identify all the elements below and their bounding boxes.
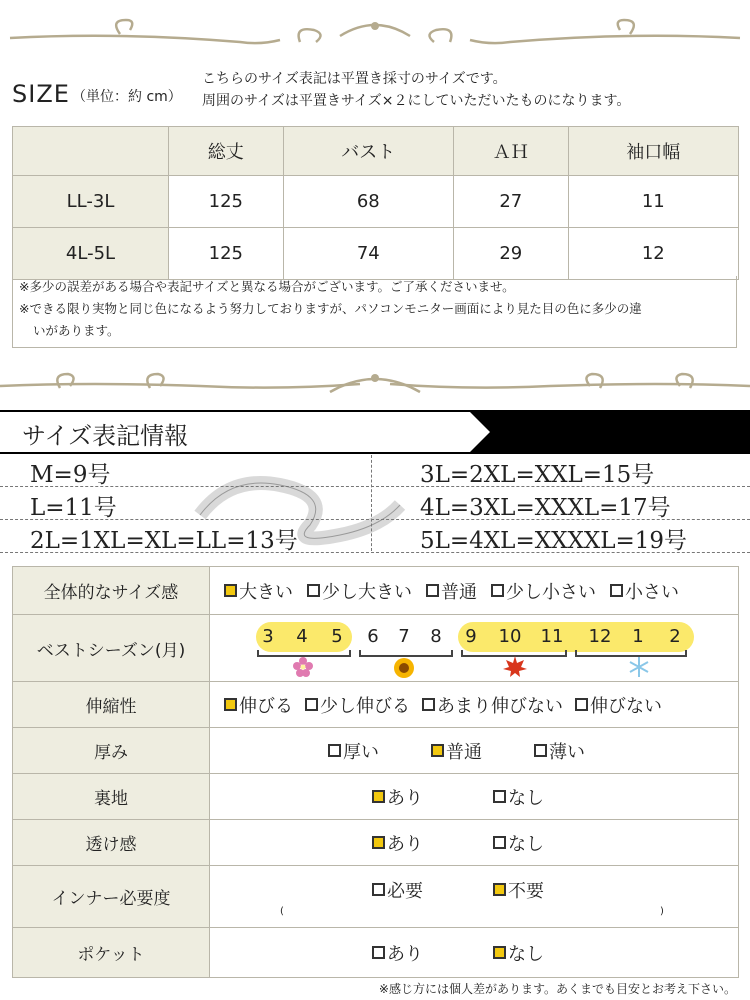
bracket-open: (: [280, 906, 284, 917]
attr-label-thickness: 厚み: [13, 728, 210, 774]
sheer-option-no: なし: [493, 830, 544, 856]
thickness-option-thin: 薄い: [534, 738, 585, 764]
fit-option-slightly-large: 少し大きい: [307, 578, 412, 604]
size-equivalence-5l: 5L=4XL=XXXXL=19号: [420, 528, 688, 554]
inner-option-needed: 必要: [372, 877, 423, 903]
checkbox-icon: [328, 744, 341, 757]
checkbox-checked-icon: [372, 790, 385, 803]
stretch-option-stretches: 伸びる: [224, 692, 293, 718]
checkbox-checked-icon: [224, 584, 237, 597]
checkbox-icon: [493, 790, 506, 803]
checkbox-icon: [372, 946, 385, 959]
season-month-3: 3: [262, 626, 274, 647]
season-month-8: 8: [430, 626, 442, 647]
table-row: [13, 728, 739, 774]
table-row: [13, 176, 739, 228]
season-month-7: 7: [398, 626, 410, 647]
size-table-header: [13, 127, 739, 176]
cell-bust: 74: [283, 228, 453, 280]
checkbox-icon: [493, 836, 506, 849]
cell-cuff: 12: [568, 228, 738, 280]
table-row: [13, 567, 739, 615]
size-note-2: 周囲のサイズは平置きサイズ×２にしていただいたものになります。: [202, 93, 631, 109]
attr-label-inner: インナー必要度: [13, 866, 210, 928]
row-label: LL-3L: [13, 176, 169, 228]
table-row: [13, 866, 739, 928]
season-month-6: 6: [367, 626, 379, 647]
attr-label-stretch: 伸縮性: [13, 682, 210, 728]
size-note-1: こちらのサイズ表記は平置き採寸のサイズです。: [202, 71, 507, 87]
checkbox-icon: [372, 883, 385, 896]
snowflake-icon: [628, 656, 650, 678]
attr-pocket-options: [210, 928, 739, 978]
size-table-notes: [12, 276, 737, 348]
attr-label-lining: 裏地: [13, 774, 210, 820]
attr-stretch-options: [210, 682, 739, 728]
cell-cuff: 11: [568, 176, 738, 228]
top-ornament: [0, 12, 750, 52]
season-month-1: 1: [632, 626, 644, 647]
sheer-option-yes: あり: [372, 830, 423, 856]
note-line: ※できる限り実物と同じ色になるよう努力しておりますが、パソコンモニター画面により見た目の色に多少の違: [19, 301, 642, 316]
size-equivalence-m: M=9号: [30, 462, 111, 488]
checkbox-icon: [575, 698, 588, 711]
season-month-2: 2: [669, 626, 681, 647]
fit-option-slightly-small: 少し小さい: [491, 578, 596, 604]
checkbox-icon: [491, 584, 504, 597]
attr-fit-options: [210, 567, 739, 615]
attr-label-season: ベストシーズン(月): [13, 615, 210, 682]
lining-option-yes: あり: [372, 784, 423, 810]
table-row: [13, 228, 739, 280]
size-title: SIZE: [12, 80, 70, 108]
attr-thickness-options: [210, 728, 739, 774]
size-table-corner: [13, 127, 169, 176]
footer-note: ※感じ方には個人差があります。あくまでも目安とお考え下さい。: [378, 982, 736, 996]
cell-length: 125: [169, 228, 284, 280]
thickness-option-normal: 普通: [431, 738, 482, 764]
note-line: ※多少の誤差がある場合や表記サイズと異なる場合がございます。ご了承くださいませ。: [19, 279, 515, 294]
thickness-option-thick: 厚い: [328, 738, 379, 764]
stretch-option-none: 伸びない: [575, 692, 662, 718]
season-month-12: 12: [588, 626, 612, 647]
stretch-option-hardly: あまり伸びない: [422, 692, 563, 718]
divider: [371, 455, 372, 551]
season-month-4: 4: [296, 626, 308, 647]
checkbox-checked-icon: [224, 698, 237, 711]
checkbox-icon: [422, 698, 435, 711]
size-equivalence-3l: 3L=2XL=XXL=15号: [420, 462, 655, 488]
size-equivalence-l: L=11号: [30, 495, 117, 521]
size-equivalence-2l: 2L=1XL=XL=LL=13号: [30, 528, 298, 554]
size-equivalence-4l: 4L=3XL=XXXL=17号: [420, 495, 671, 521]
attr-label-pocket: ポケット: [13, 928, 210, 978]
checkbox-checked-icon: [431, 744, 444, 757]
season-month-11: 11: [540, 626, 564, 647]
header-armhole: ＡＨ: [453, 127, 568, 176]
cell-armhole: 29: [453, 228, 568, 280]
fit-option-normal: 普通: [426, 578, 477, 604]
size-info-title: サイズ表記情報: [22, 422, 189, 450]
cell-length: 125: [169, 176, 284, 228]
checkbox-icon: [534, 744, 547, 757]
attr-inner-options: [210, 866, 739, 928]
table-row: [13, 928, 739, 978]
header-bust: バスト: [283, 127, 453, 176]
checkbox-checked-icon: [372, 836, 385, 849]
size-unit: （単位：約 cm）: [72, 89, 182, 105]
table-row: [13, 682, 739, 728]
season-month-5: 5: [331, 626, 343, 647]
attr-label-sheer: 透け感: [13, 820, 210, 866]
fit-option-large: 大きい: [224, 578, 293, 604]
flower-icon: [292, 656, 314, 678]
table-row: [13, 774, 739, 820]
attr-lining-options: [210, 774, 739, 820]
season-month-10: 10: [498, 626, 522, 647]
stretch-option-slightly: 少し伸びる: [305, 692, 410, 718]
checkbox-checked-icon: [493, 883, 506, 896]
table-row: [13, 820, 739, 866]
header-cuff: 袖口幅: [568, 127, 738, 176]
lining-option-no: なし: [493, 784, 544, 810]
season-month-9: 9: [465, 626, 477, 647]
cell-armhole: 27: [453, 176, 568, 228]
attr-sheer-options: [210, 820, 739, 866]
attr-label-fit: 全体的なサイズ感: [13, 567, 210, 615]
size-table: [12, 126, 739, 280]
checkbox-icon: [426, 584, 439, 597]
note-line: いがあります。: [33, 323, 120, 338]
fit-option-small: 小さい: [610, 578, 679, 604]
checkbox-icon: [307, 584, 320, 597]
checkbox-checked-icon: [493, 946, 506, 959]
header-length: 総丈: [169, 127, 284, 176]
maple-leaf-icon: [502, 655, 528, 679]
row-label: 4L-5L: [13, 228, 169, 280]
middle-ornament: [0, 364, 750, 404]
checkbox-icon: [305, 698, 318, 711]
checkbox-icon: [610, 584, 623, 597]
pocket-option-yes: あり: [372, 940, 423, 966]
pocket-option-no: なし: [493, 940, 544, 966]
cell-bust: 68: [283, 176, 453, 228]
sunflower-icon: [392, 656, 416, 680]
bracket-close: ): [660, 906, 664, 917]
inner-option-not-needed: 不要: [493, 877, 544, 903]
